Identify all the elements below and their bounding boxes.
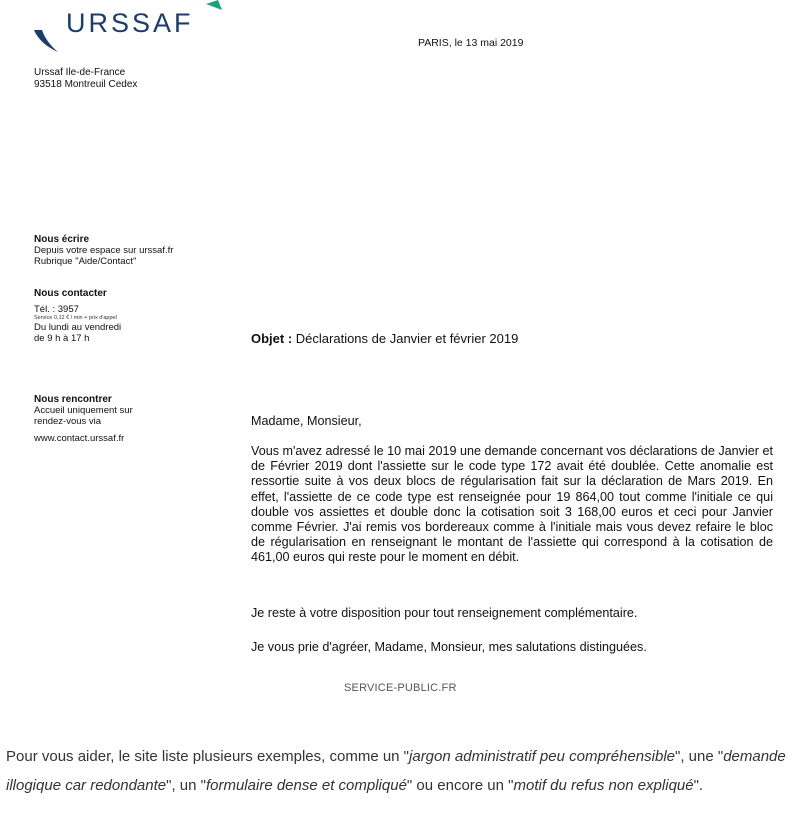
article-caption — [6, 742, 794, 800]
caption-quote: demande illogique car redondante — [6, 748, 786, 794]
section-line: rendez-vous via — [34, 416, 102, 427]
section-line: Rubrique "Aide/Contact" — [34, 256, 137, 267]
subject-text: Déclarations de Janvier et février 2019 — [292, 331, 519, 346]
letter-date: PARIS, le 13 mai 2019 — [418, 37, 524, 49]
section-nous-ecrire — [34, 234, 234, 267]
caption-text: ", un " — [166, 777, 206, 794]
caption-text: ", une " — [675, 748, 724, 765]
section-nous-contacter — [34, 288, 234, 344]
phone-fine-print: Service 0,12 € / min + prix d'appel — [34, 315, 117, 321]
website-link: www.contact.urssaf.fr — [34, 433, 125, 444]
letter-subject — [251, 331, 518, 346]
section-title: Nous contacter — [34, 288, 107, 299]
phone-number: Tél. : 3957 — [34, 304, 79, 315]
section-line: Depuis votre espace sur urssaf.fr — [34, 245, 174, 256]
caption-quote: jargon administratif peu compréhensible — [409, 748, 675, 765]
caption-text: Pour vous aider, le site liste plusieurs exemples, comme un " — [6, 748, 410, 765]
logo-text: URSSAF — [66, 8, 194, 38]
salutation: Madame, Monsieur, — [251, 414, 362, 428]
subject-label: Objet : — [251, 331, 293, 346]
section-nous-rencontrer — [34, 394, 234, 444]
urssaf-logo — [30, 0, 230, 62]
address-line: 93518 Montreuil Cedex — [34, 79, 138, 90]
section-line: Du lundi au vendredi — [34, 322, 122, 333]
disposition-sentence: Je reste à votre disposition pour tout renseignement complémentaire. — [251, 606, 638, 620]
caption-quote: motif du refus non expliqué — [513, 777, 694, 794]
section-line: Accueil uniquement sur — [34, 405, 133, 416]
caption-quote: formulaire dense et compliqué — [205, 777, 407, 794]
source-credit: SERVICE-PUBLIC.FR — [344, 682, 457, 694]
address-line: Urssaf Ile-de-France — [34, 67, 126, 78]
section-line: de 9 h à 17 h — [34, 333, 90, 344]
section-title: Nous écrire — [34, 234, 90, 245]
caption-text: " ou encore un " — [406, 777, 514, 794]
sender-address — [34, 67, 137, 91]
letter-main-paragraph: Vous m'avez adressé le 10 mai 2019 une demande concernant vos déclarations de Janvier et de Février 2019 dont l'assiette sur le code type 172 avait été doublée. Cette anomalie est ressortie suite à vos deux blocs de régularisation fait sur la déclaration de Mars 2019. En effet, l'assiette de ce code type est renseignée pour 19 864,00 tout comme l'initiale ce qui double vos assiettes et double donc la cotisation soit 3 168,00 euros et ceci pour Janvier comme Février. J'ai remis vos bordereaux comme à l'initiale mais vous devez refaire le bloc de régularisation en renseignant le montant de l'assiette qui correspond à la cotisation de 461,00 euros qui reste pour le moment en débit. — [251, 444, 773, 565]
caption-text: ". — [693, 777, 704, 794]
section-title: Nous rencontrer — [34, 394, 112, 405]
closing-sentence: Je vous prie d'agréer, Madame, Monsieur, mes salutations distinguées. — [251, 640, 647, 654]
